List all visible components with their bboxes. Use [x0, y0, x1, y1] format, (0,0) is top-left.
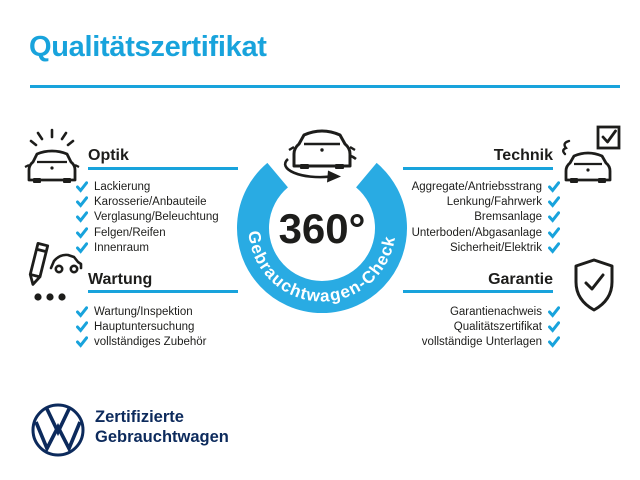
ring-curved-label: Gebrauchtwagen-Check — [244, 229, 399, 306]
check-icon — [548, 227, 560, 239]
page-title: Qualitätszertifikat — [29, 31, 267, 63]
section-title-wartung: Wartung — [88, 271, 153, 288]
section-title-technik: Technik — [493, 147, 553, 164]
check-item: Karosserie/Anbauteile — [76, 194, 261, 209]
check-item: Unterboden/Abgasanlage — [375, 225, 560, 240]
check-item: Aggregate/Antriebsstrang — [375, 179, 560, 194]
check-item: Lackierung — [76, 179, 261, 194]
section-rule-wartung — [88, 290, 238, 293]
car-check-icon — [560, 124, 624, 184]
check-item: Hauptuntersuchung — [76, 319, 261, 334]
section-title-garantie: Garantie — [488, 271, 553, 288]
service-checklist-icon — [22, 240, 84, 312]
check-icon — [548, 242, 560, 254]
check-item: Sicherheit/Elektrik — [375, 240, 560, 255]
check-icon — [76, 242, 88, 254]
vw-logo — [30, 402, 86, 458]
brand-line-2: Gebrauchtwagen — [95, 428, 229, 446]
degree-label: 360° — [278, 205, 366, 252]
check-item: Qualitätszertifikat — [375, 319, 560, 334]
check-item: Bremsanlage — [375, 210, 560, 225]
check-icon — [76, 321, 88, 333]
section-rule-technik — [403, 167, 553, 170]
brand-wordmark — [95, 407, 229, 447]
check-item: Wartung/Inspektion — [76, 304, 261, 319]
check-icon — [76, 336, 88, 348]
brand-line-1: Zertifizierte — [95, 408, 184, 426]
check-item: Innenraum — [76, 240, 261, 255]
check-icon — [548, 196, 560, 208]
check-icon — [548, 336, 560, 348]
check-icon — [548, 181, 560, 193]
check-icon — [548, 306, 560, 318]
check-item: vollständige Unterlagen — [375, 335, 560, 350]
section-rule-garantie — [403, 290, 553, 293]
section-rule-optik — [88, 167, 238, 170]
check-item: Lenkung/Fahrwerk — [375, 194, 560, 209]
ring-360-graphic — [227, 118, 417, 318]
title-divider — [30, 85, 620, 88]
check-item: Garantienachweis — [375, 304, 560, 319]
check-item: vollständiges Zubehör — [76, 335, 261, 350]
check-icon — [548, 321, 560, 333]
check-item: Verglasung/Beleuchtung — [76, 210, 261, 225]
check-item: Felgen/Reifen — [76, 225, 261, 240]
car-shine-icon — [24, 126, 80, 184]
check-icon — [76, 227, 88, 239]
section-title-optik: Optik — [88, 147, 129, 164]
check-icon — [76, 196, 88, 208]
shield-check-icon — [568, 255, 620, 317]
check-icon — [76, 306, 88, 318]
car-rotation-icon — [289, 131, 355, 169]
check-icon — [76, 211, 88, 223]
check-icon — [548, 211, 560, 223]
check-icon — [76, 181, 88, 193]
